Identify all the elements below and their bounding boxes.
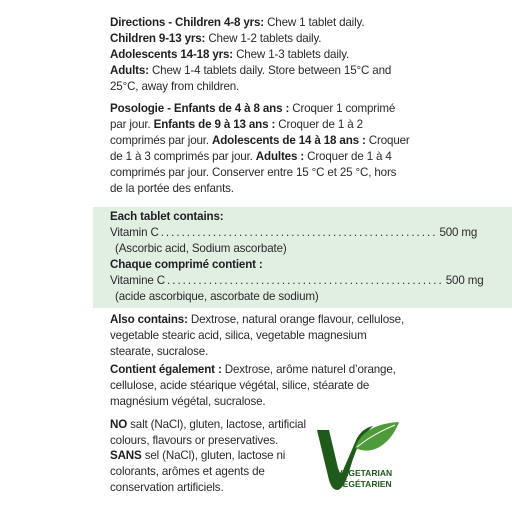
directions-adolescents-text: Chew 1-3 tablets daily.	[233, 48, 350, 61]
free-from-fr-list: sel (NaCl), gluten, lactose ni colorants, arômes et agents de conservation artificiels.	[110, 449, 286, 494]
vegetarian-label-fr: VÉGÉTARIEN	[337, 479, 392, 489]
free-from-fr-text	[110, 448, 310, 496]
ingredients-panel	[110, 209, 484, 305]
leader-dots-en: .....................................................	[160, 226, 438, 239]
ingredient-amount-en: 500 mg	[439, 226, 478, 239]
directions-section	[110, 15, 410, 95]
posologie-enfants-9-13-text: Croquer de 1 à 2 comprimés par jour.	[110, 118, 363, 147]
vegetarian-label-en: VEGETARIAN	[337, 468, 393, 478]
posologie-adolescents-text: Croquer de 1 à 3 comprimés par jour.	[110, 134, 410, 163]
also-contains-text	[110, 312, 410, 360]
ingredient-source-en: (Ascorbic acid, Sodium ascorbate)	[115, 242, 287, 255]
contient-label: Contient également :	[110, 363, 222, 376]
contient-text	[110, 362, 410, 410]
directions-children-4-8-label: Directions - Children 4-8 yrs:	[110, 16, 264, 29]
directions-children-9-13-label: Children 9-13 yrs:	[110, 32, 206, 45]
contient-list: Dextrose, arôme naturel d’orange, cellulose, acide stéarique végétal, silice, stéarate de magnésium végétal, sucralose.	[110, 363, 396, 408]
ingredient-row-fr	[110, 273, 484, 289]
panel-heading-fr	[110, 257, 410, 273]
posologie-section	[110, 101, 410, 197]
ingredient-row-en	[110, 225, 478, 241]
posologie-enfants-4-8-label: Posologie - Enfants de 4 à 8 ans :	[110, 102, 290, 115]
ingredient-name-en: Vitamin C	[110, 226, 159, 239]
free-from-en-text	[110, 417, 310, 449]
ingredient-amount-fr: 500 mg	[445, 274, 484, 287]
posologie-enfants-9-13-label: Enfants de 9 à 13 ans :	[153, 118, 276, 131]
ingredient-name-fr: Vitamine C	[110, 274, 165, 287]
directions-children-9-13-text: Chew 1-2 tablets daily.	[205, 32, 322, 45]
free-from-fr-label: SANS	[110, 449, 142, 462]
panel-heading-en	[110, 209, 410, 225]
also-contains-list: Dextrose, natural orange flavour, cellulose, vegetable stearic acid, silica, vegetable magnesium stearate, sucralose.	[110, 313, 405, 358]
posologie-adolescents-label: Adolescents de 14 à 18 ans :	[212, 134, 366, 147]
free-from-en-list: salt (NaCl), gluten, lactose, artificial colours, flavours or preservatives.	[110, 418, 306, 447]
directions-text	[110, 15, 410, 95]
also-contains-label: Also contains:	[110, 313, 188, 326]
directions-adults-text: Chew 1-4 tablets daily. Store between 15°C and 25°C, away from children.	[110, 64, 392, 93]
free-from-en	[110, 417, 310, 449]
posologie-enfants-4-8-text: Croquer 1 comprimé par jour.	[110, 102, 396, 131]
free-from-fr	[110, 448, 310, 496]
posologie-adultes-label: Adultes :	[255, 150, 305, 163]
directions-adolescents-label: Adolescents 14-18 yrs:	[110, 48, 234, 61]
directions-adults-label: Adults:	[110, 64, 149, 77]
posologie-text	[110, 101, 410, 197]
panel-heading-fr-text: Chaque comprimé contient :	[110, 258, 263, 271]
free-from-en-label: NO	[110, 418, 128, 431]
posologie-adultes-text: Croquer de 1 à 4 comprimés par jour. Conserver entre 15 °C et 25 °C, hors de la portée des enfants.	[110, 150, 397, 195]
directions-children-4-8-text: Chew 1 tablet daily.	[264, 16, 365, 29]
panel-heading-en-text: Each tablet contains:	[110, 210, 224, 223]
leader-dots-fr: .....................................................	[167, 274, 444, 287]
ingredient-source-fr: (acide ascorbique, ascorbate de sodium)	[115, 290, 319, 303]
contient-section	[110, 362, 410, 410]
also-contains-section	[110, 312, 410, 360]
vegetarian-badge-text	[337, 468, 392, 490]
